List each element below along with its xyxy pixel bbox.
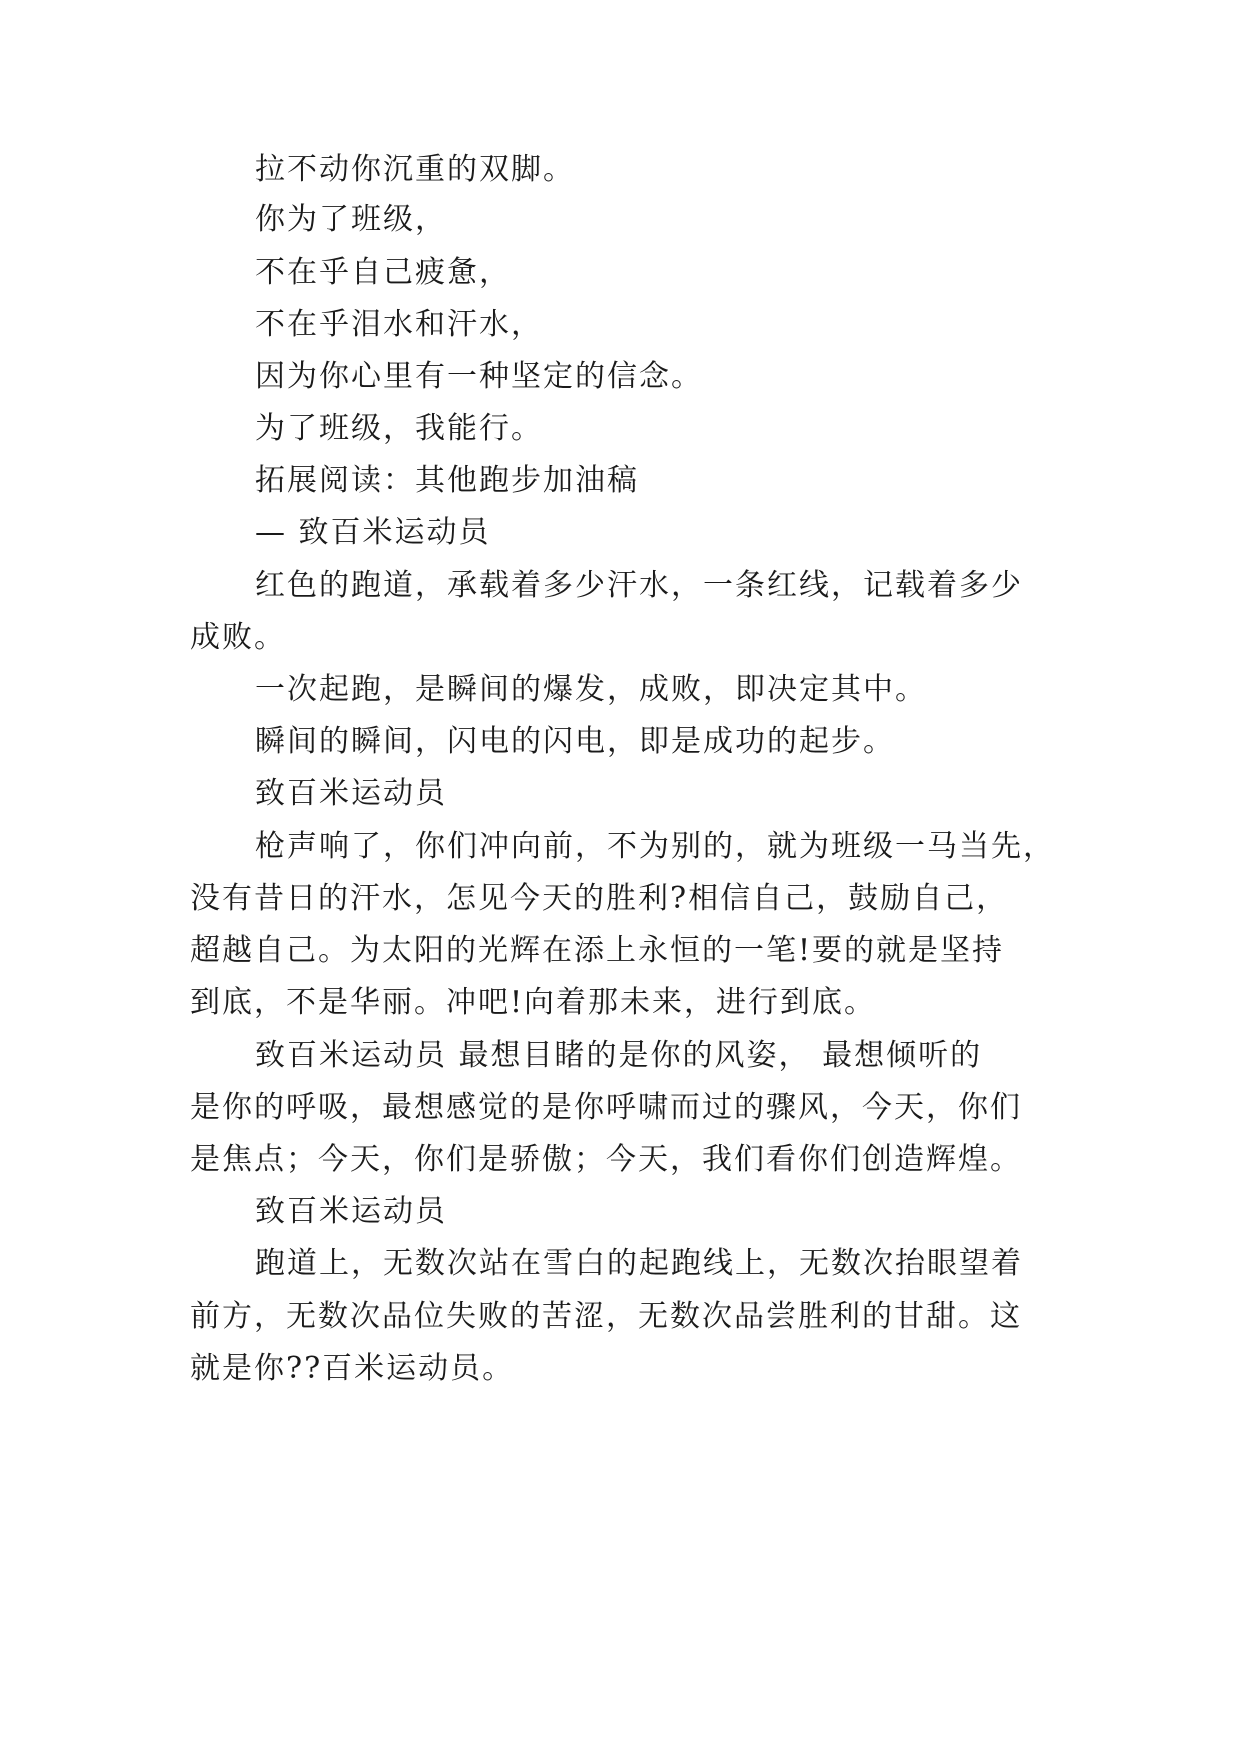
text-line: 拓展阅读：其他跑步加油稿: [255, 463, 639, 498]
text-line: 是你的呼吸，最想感觉的是你呼啸而过的骤风，今天，你们: [190, 1090, 1022, 1125]
text-line: 没有昔日的汗水，怎见今天的胜利?相信自己，鼓励自己，: [190, 881, 1009, 916]
text-line: 就是你??百米运动员。: [190, 1351, 515, 1386]
text-line: 致百米运动员: [255, 1194, 447, 1229]
text-line: 不在乎泪水和汗水，: [255, 307, 543, 342]
text-line: 因为你心里有一种坚定的信念。: [255, 359, 703, 394]
text-line: — 致百米运动员: [255, 515, 491, 550]
text-line: 致百米运动员: [255, 776, 447, 811]
text-line: 瞬间的瞬间，闪电的闪电，即是成功的起步。: [255, 724, 895, 759]
text-line: 你为了班级，: [255, 202, 447, 237]
text-line: 拉不动你沉重的双脚。: [255, 152, 575, 187]
text-line: 超越自己。为太阳的光辉在添上永恒的一笔!要的就是坚持: [190, 933, 1005, 968]
text-line: 红色的跑道，承载着多少汗水，一条红线，记载着多少: [255, 568, 1023, 603]
text-line: 不在乎自己疲惫，: [255, 255, 511, 290]
text-line: 致百米运动员 最想目睹的是你的风姿， 最想倾听的: [255, 1038, 983, 1073]
text-line: 枪声响了，你们冲向前，不为别的，就为班级一马当先，: [255, 829, 1055, 864]
text-line: 为了班级，我能行。: [255, 411, 543, 446]
text-line: 是焦点；今天，你们是骄傲；今天，我们看你们创造辉煌。: [190, 1142, 1022, 1177]
text-line: 到底，不是华丽。冲吧!向着那未来，进行到底。: [190, 985, 877, 1020]
text-line: 前方，无数次品位失败的苦涩，无数次品尝胜利的甘甜。这: [190, 1299, 1022, 1334]
text-line: 一次起跑，是瞬间的爆发，成败，即决定其中。: [255, 672, 927, 707]
text-line: 跑道上，无数次站在雪白的起跑线上，无数次抬眼望着: [255, 1246, 1023, 1281]
text-line: 成败。: [190, 620, 286, 655]
